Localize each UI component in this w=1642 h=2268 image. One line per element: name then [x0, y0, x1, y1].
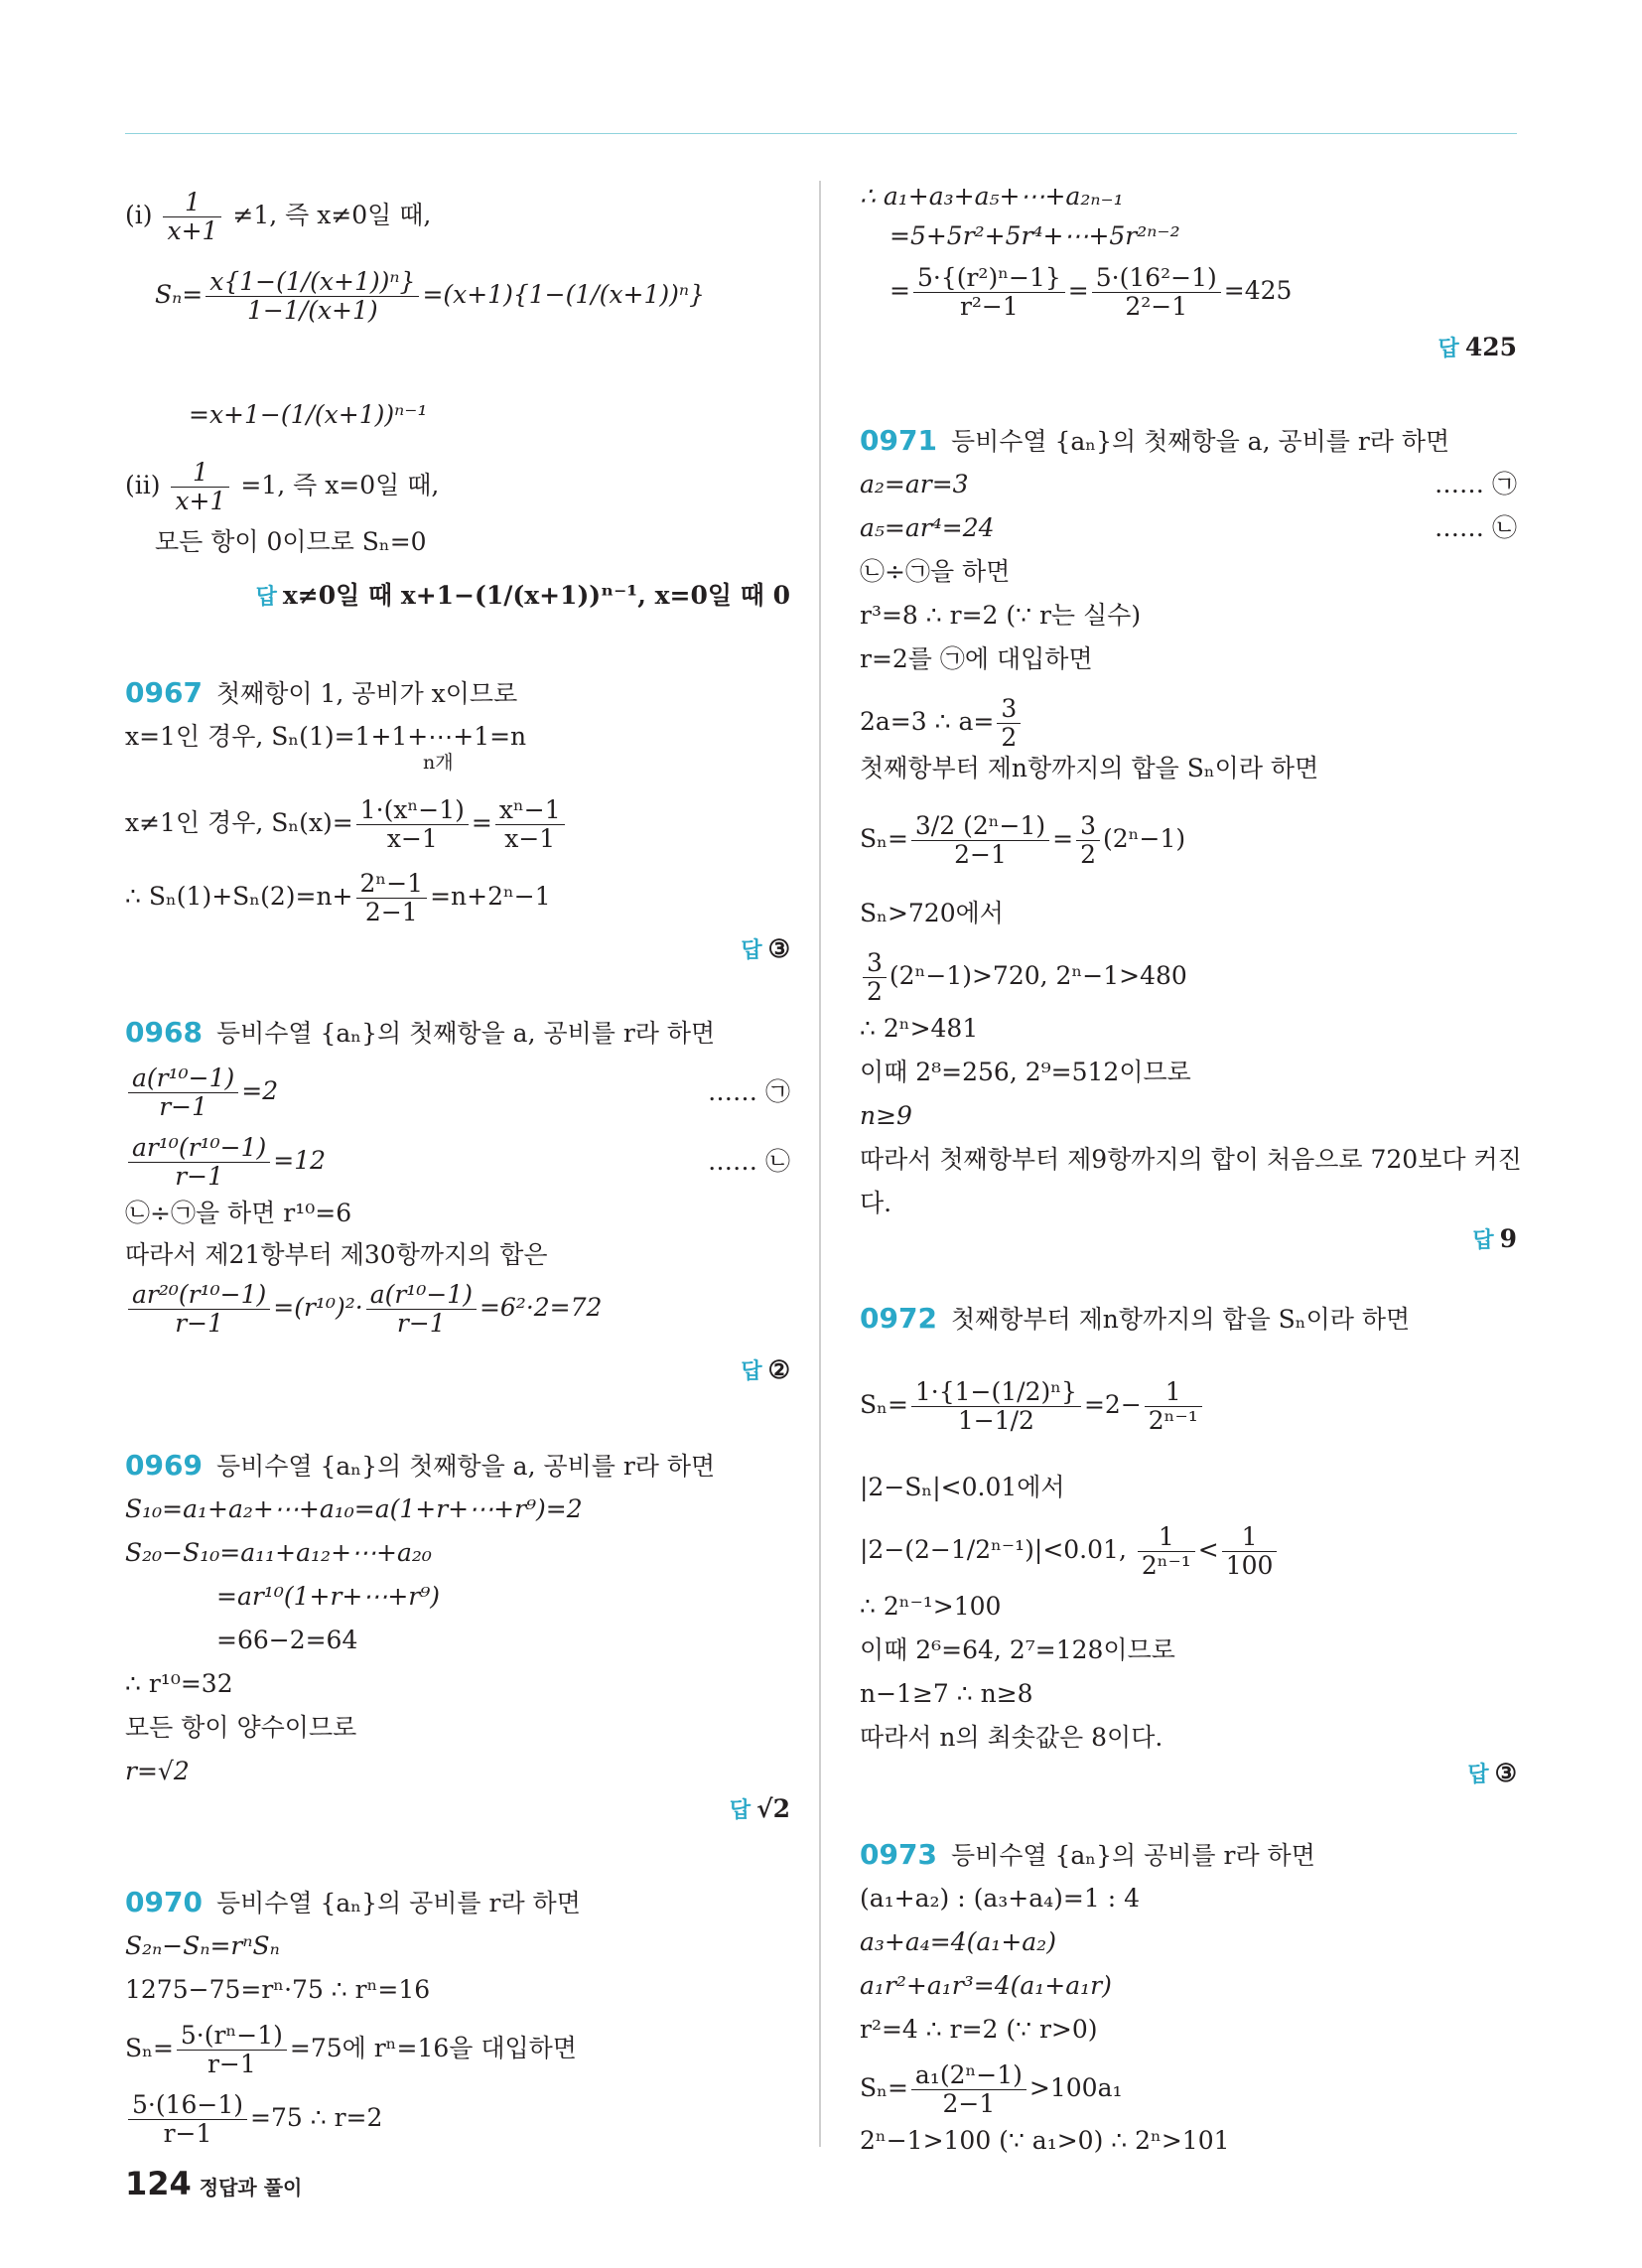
q0971-line7: 첫째항부터 제n항까지의 합을 Sₙ이라 하면	[860, 754, 1319, 782]
q0971-heading: 0971 등비수열 {aₙ}의 첫째항을 a, 공비를 r라 하면	[860, 424, 1450, 457]
q0972-line2: |2−Sₙ|<0.01에서	[860, 1473, 1065, 1501]
q0969-line4: =66−2=64	[216, 1626, 358, 1654]
q0972-line5: 이때 2⁶=64, 2⁷=128이므로	[860, 1635, 1175, 1664]
page-footer	[125, 2165, 302, 2202]
q0971-line8: Sₙ= $\frac{\text{3/2 (2ⁿ−1)}}{2-1}$ = $\frac{3}{2}$ (2ⁿ−1)	[860, 811, 1186, 869]
q0971-mark2: …… ㉡	[1435, 513, 1517, 542]
q0971-line10: $\frac{3}{2}$ (2ⁿ−1)>720, 2ⁿ−1>480	[860, 949, 1187, 1006]
footer-title: 정답과 풀이	[199, 2176, 303, 2199]
right-column	[860, 0, 1522, 2268]
q0968-answer: 답 ②	[741, 1355, 790, 1384]
sn-formula-line2: =x+1−(1/(x+1))ⁿ⁻¹	[189, 400, 428, 429]
case1-label: (i)	[125, 201, 153, 229]
q0972-line3: |2−(2−1/2ⁿ⁻¹)|<0.01, $\frac{1}{\text{2ⁿ⁻¹}}$ < $\frac{1}{100}$	[860, 1523, 1280, 1580]
q0967-line3: ∴ Sₙ(1)+Sₙ(2)=n+ $\frac{\text{2ⁿ−1}}{2-1}$ =n+2ⁿ−1	[125, 869, 551, 926]
q0967-heading: 0967 첫째항이 1, 공비가 x이므로	[125, 676, 518, 709]
q0969-heading: 0969 등비수열 {aₙ}의 첫째항을 a, 공비를 r라 하면	[125, 1449, 716, 1482]
q0971-line3: ㉡÷㉠을 하면	[860, 557, 1011, 586]
q0969-line5: ∴ r¹⁰=32	[125, 1669, 233, 1698]
q0972-line4: ∴ 2ⁿ⁻¹>100	[860, 1592, 1002, 1621]
q0970-cont-line1: ∴ a₁+a₃+a₅+⋯+a₂ₙ₋₁	[860, 182, 1124, 211]
case2-fraction: $\frac{1}{x+1}$	[171, 459, 229, 515]
q0970-cont-line2: =5+5r²+5r⁴+⋯+5r²ⁿ⁻²	[889, 221, 1180, 250]
q0971-line4: r³=8 ∴ r=2 (∵ r는 실수)	[860, 601, 1142, 630]
q0973-line2: a₃+a₄=4(a₁+a₂)	[860, 1927, 1056, 1956]
q0971-line13: n≥9	[860, 1101, 912, 1130]
q0967-answer: 답 ③	[741, 934, 790, 963]
q0972-line7: 따라서 n의 최솟값은 8이다.	[860, 1723, 1163, 1752]
q0973-line4: r²=4 ∴ r=2 (∵ r>0)	[860, 2015, 1098, 2044]
q0967-number: 0967	[125, 676, 203, 709]
q0968-number: 0968	[125, 1016, 203, 1049]
q0970-line3: Sₙ= $\frac{\text{5·(rⁿ−1)}}{r-1}$ =75에 rⁿ=16을 대입하면	[125, 2021, 577, 2078]
sn-fraction: $\frac{\text{x\{1−(1/(x+1))ⁿ\}}}{1-1/(x+1)}$	[205, 268, 419, 325]
q0971-line9: Sₙ>720에서	[860, 899, 1004, 927]
q0972-number: 0972	[860, 1302, 937, 1335]
q0971-line5: r=2를 ㉠에 대입하면	[860, 644, 1093, 673]
sn-formula: Sₙ= $\frac{\text{x\{1−(1/(x+1))ⁿ\}}}{1-1/(x+1)}$ =(x+1){1−(1/(x+1))ⁿ}	[155, 267, 705, 325]
q0971-line12: 이때 2⁸=256, 2⁹=512이므로	[860, 1058, 1191, 1086]
q0971-line15: 다.	[860, 1189, 892, 1217]
case1-line: (i) $\frac{1}{x+1}$ ≠1, 즉 x≠0일 때,	[125, 188, 432, 245]
q0970-answer: 답 425	[1437, 333, 1517, 361]
q0969-number: 0969	[125, 1449, 203, 1482]
q0969-line3: =ar¹⁰(1+r+⋯+r⁹)	[216, 1582, 441, 1611]
q0967-line1: x=1인 경우, Sₙ(1)=1+1+⋯+1=n	[125, 722, 527, 751]
q0972-line1: Sₙ= $\frac{\text{1·\{1−(1/2)ⁿ\}}}{1-1/2}$ =2− $\frac{1}{\text{2ⁿ⁻¹}}$	[860, 1378, 1205, 1435]
q0968-line3: ㉡÷㉠을 하면 r¹⁰=6	[125, 1199, 352, 1227]
q0969-answer: 답 √2	[729, 1794, 790, 1823]
q0968-line5: $\frac{\text{ar²⁰(r¹⁰−1)}}{r-1}$ =(r¹⁰)²· $\frac{\text{a(r¹⁰−1)}}{r-1}$ =6²·2=72	[125, 1281, 602, 1338]
q0972-heading: 0972 첫째항부터 제n항까지의 합을 Sₙ이라 하면	[860, 1302, 1411, 1335]
q0971-mark1: …… ㉠	[1435, 470, 1517, 498]
q0970-line4: $\frac{5\cdot(16-1)}{r-1}$ =75 ∴ r=2	[125, 2091, 382, 2148]
case1-fraction: $\frac{1}{x+1}$	[163, 189, 221, 245]
q0968-line4: 따라서 제21항부터 제30항까지의 합은	[125, 1240, 548, 1269]
intro-answer: 답 x≠0일 때 x+1−(1/(x+1))ⁿ⁻¹, x=0일 때 0	[255, 581, 790, 610]
q0969-line7: r=√2	[125, 1757, 190, 1785]
q0973-line3: a₁r²+a₁r³=4(a₁+a₁r)	[860, 1971, 1112, 2000]
page-number: 124	[125, 2165, 192, 2202]
q0971-line11: ∴ 2ⁿ>481	[860, 1014, 979, 1043]
q0971-answer: 답 9	[1472, 1224, 1517, 1253]
q0971-line2: a₅=ar⁴=24	[860, 513, 995, 542]
q0973-line1: (a₁+a₂) : (a₃+a₄)=1 : 4	[860, 1884, 1141, 1913]
q0970-line2: 1275−75=rⁿ·75 ∴ rⁿ=16	[125, 1975, 431, 2004]
q0973-number: 0973	[860, 1838, 937, 1871]
q0972-line6: n−1≥7 ∴ n≥8	[860, 1679, 1033, 1708]
q0973-line6: 2ⁿ−1>100 (∵ a₁>0) ∴ 2ⁿ>101	[860, 2126, 1230, 2155]
q0967-line2: x≠1인 경우, Sₙ(x)= $\frac{\text{1·(xⁿ−1)}}{x-1}$ = $\frac{\text{xⁿ−1}}{x-1}$	[125, 796, 568, 853]
column-divider	[819, 181, 821, 2147]
case2-line: (ii) $\frac{1}{x+1}$ =1, 즉 x=0일 때,	[125, 458, 440, 515]
q0968-mark1: …… ㉠	[708, 1077, 790, 1106]
q0968-heading: 0968 등비수열 {aₙ}의 첫째항을 a, 공비를 r라 하면	[125, 1016, 716, 1049]
q0969-line2: S₂₀−S₁₀=a₁₁+a₁₂+⋯+a₂₀	[125, 1538, 432, 1567]
q0973-heading: 0973 등비수열 {aₙ}의 공비를 r라 하면	[860, 1838, 1315, 1871]
q0968-line2: $\frac{\text{ar¹⁰(r¹⁰−1)}}{r-1}$ =12	[125, 1134, 326, 1191]
q0973-line5: Sₙ= $\frac{\text{a₁(2ⁿ−1)}}{2-1}$ >100a₁	[860, 2060, 1123, 2118]
q0968-mark2: …… ㉡	[708, 1147, 790, 1176]
q0967-brace-note: n개	[423, 752, 454, 774]
q0971-line6: 2a=3 ∴ a= $\frac{3}{2}$	[860, 695, 1024, 752]
q0970-cont-line3: = $\frac{\text{5·\{(r²)ⁿ−1\}}}{\text{r²−1}}$ = $\frac{\text{5·(16²−1)}}{\text{2²−1}}$ =425	[889, 263, 1293, 321]
q0968-line1: $\frac{\text{a(r¹⁰−1)}}{r-1}$ =2	[125, 1064, 278, 1121]
left-column	[125, 0, 790, 2268]
q0971-number: 0971	[860, 424, 937, 457]
q0969-line1: S₁₀=a₁+a₂+⋯+a₁₀=a(1+r+⋯+r⁹)=2	[125, 1494, 583, 1523]
q0969-line6: 모든 항이 양수이므로	[125, 1713, 357, 1742]
q0970-line1: S₂ₙ−Sₙ=rⁿSₙ	[125, 1931, 280, 1960]
q0971-line14: 따라서 첫째항부터 제9항까지의 합이 처음으로 720보다 커진	[860, 1145, 1522, 1174]
q0970-heading: 0970 등비수열 {aₙ}의 공비를 r라 하면	[125, 1886, 581, 1918]
case2-line2: 모든 항이 0이므로 Sₙ=0	[155, 527, 427, 556]
q0970-number: 0970	[125, 1886, 203, 1918]
q0971-line1: a₂=ar=3	[860, 470, 969, 498]
q0972-answer: 답 ③	[1467, 1759, 1517, 1787]
